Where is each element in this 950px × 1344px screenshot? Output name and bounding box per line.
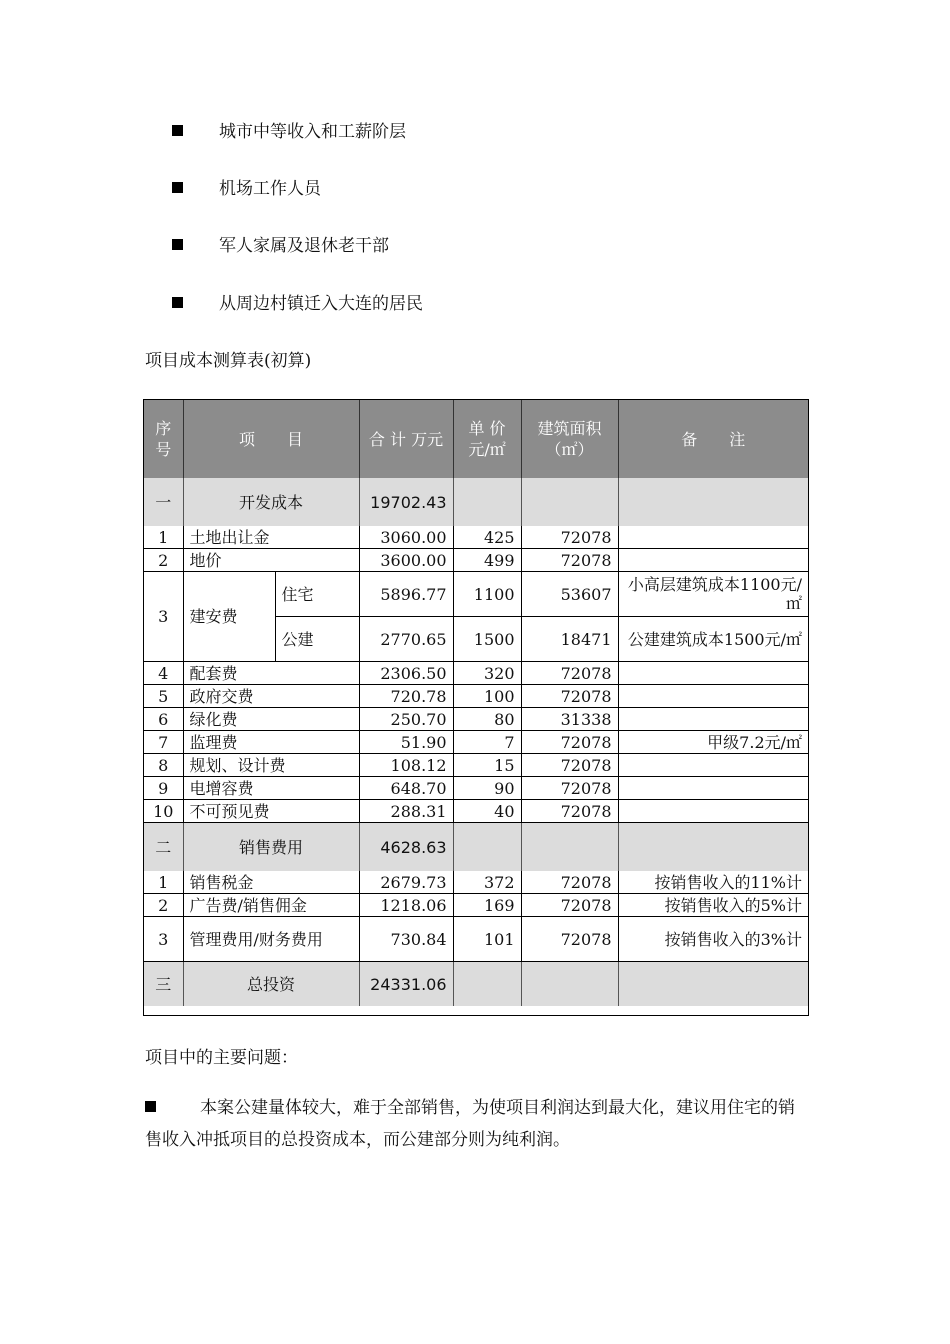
section-amount: 4628.63 (359, 823, 453, 872)
problem-text: 本案公建量体较大，难于全部销售，为使项目利润达到最大化，建议用住宅的销售收入冲抵项目的总投资成本，而公建部分则为纯利润。 (145, 1098, 795, 1150)
row-total: 51.90 (359, 731, 453, 754)
table-row (144, 662, 808, 685)
square-bullet-icon (172, 182, 183, 193)
row-name: 绿化费 (183, 708, 359, 731)
row-total: 2679.73 (359, 871, 453, 894)
row-name: 土地出让金 (183, 526, 359, 549)
row-total: 108.12 (359, 754, 453, 777)
table-row (144, 685, 808, 708)
section-no: 一 (144, 478, 183, 526)
row-area: 72078 (521, 894, 618, 917)
cost-table-frame (143, 399, 809, 1016)
row-no: 9 (144, 777, 183, 800)
row-area: 72078 (521, 754, 618, 777)
square-bullet-icon (172, 239, 183, 250)
table-row (144, 917, 808, 962)
row-no: 2 (144, 894, 183, 917)
row-name: 地价 (183, 549, 359, 572)
bullet-item (172, 174, 321, 199)
section-row (144, 823, 808, 872)
row-area: 31338 (521, 708, 618, 731)
row-total: 730.84 (359, 917, 453, 962)
row-no: 3 (144, 917, 183, 962)
cost-table (144, 400, 808, 1006)
row-price: 80 (453, 708, 521, 731)
square-bullet-icon (172, 125, 183, 136)
row-name: 不可预见费 (183, 800, 359, 823)
table-row (144, 526, 808, 549)
bullet-item (172, 117, 406, 142)
row-name: 管理费用/财务费用 (183, 917, 359, 962)
row-no: 5 (144, 685, 183, 708)
row-area: 72078 (521, 685, 618, 708)
section-no: 二 (144, 823, 183, 872)
row-price: 320 (453, 662, 521, 685)
table-row (144, 708, 808, 731)
table-title: 项目成本测算表(初算) (145, 351, 312, 371)
row-price: 40 (453, 800, 521, 823)
bullet-text: 城市中等收入和工薪阶层 (219, 122, 406, 142)
row-name: 建安费 (183, 572, 275, 662)
row-note (618, 800, 808, 823)
row-price: 15 (453, 754, 521, 777)
section-title: 总投资 (183, 962, 359, 1007)
square-bullet-icon (172, 297, 183, 308)
row-no: 8 (144, 754, 183, 777)
row-no: 1 (144, 871, 183, 894)
table-row (144, 754, 808, 777)
row-no: 6 (144, 708, 183, 731)
table-row (144, 777, 808, 800)
table-row (144, 549, 808, 572)
row-area: 72078 (521, 731, 618, 754)
row-no: 3 (144, 572, 183, 662)
table-row (144, 572, 808, 617)
bullet-text: 军人家属及退休老干部 (219, 236, 389, 256)
row-no: 7 (144, 731, 183, 754)
row-note: 按销售收入的11%计 (618, 871, 808, 894)
row-note (618, 526, 808, 549)
table-header-row (144, 400, 808, 478)
header-item: 项 目 (183, 400, 359, 478)
row-total: 250.70 (359, 708, 453, 731)
header-no: 序号 (144, 400, 183, 478)
header-total: 合 计 万元 (359, 400, 453, 478)
row-no: 10 (144, 800, 183, 823)
bullet-text: 从周边村镇迁入大连的居民 (219, 294, 423, 314)
row-price: 1100 (453, 572, 521, 617)
row-area: 72078 (521, 549, 618, 572)
section-row (144, 478, 808, 526)
table-row (144, 800, 808, 823)
section-title: 销售费用 (183, 823, 359, 872)
row-area: 53607 (521, 572, 618, 617)
row-price: 7 (453, 731, 521, 754)
row-note: 按销售收入的3%计 (618, 917, 808, 962)
row-price: 425 (453, 526, 521, 549)
row-total: 2770.65 (359, 617, 453, 662)
table-row (144, 871, 808, 894)
section-amount: 19702.43 (359, 478, 453, 526)
row-price: 1500 (453, 617, 521, 662)
row-note (618, 549, 808, 572)
row-total: 648.70 (359, 777, 453, 800)
row-price: 101 (453, 917, 521, 962)
row-name: 广告费/销售佣金 (183, 894, 359, 917)
row-price: 100 (453, 685, 521, 708)
row-subname: 公建 (275, 617, 359, 662)
row-note: 按销售收入的5%计 (618, 894, 808, 917)
row-price: 372 (453, 871, 521, 894)
bullet-item (172, 289, 423, 314)
problems-title: 项目中的主要问题： (145, 1048, 298, 1068)
header-note: 备 注 (618, 400, 808, 478)
problem-paragraph (145, 1092, 805, 1156)
row-price: 499 (453, 549, 521, 572)
row-name: 销售税金 (183, 871, 359, 894)
section-amount: 24331.06 (359, 962, 453, 1007)
row-note (618, 708, 808, 731)
row-total: 1218.06 (359, 894, 453, 917)
row-note (618, 754, 808, 777)
row-area: 72078 (521, 871, 618, 894)
row-no: 4 (144, 662, 183, 685)
bullet-item (172, 231, 389, 256)
row-area: 72078 (521, 526, 618, 549)
row-total: 5896.77 (359, 572, 453, 617)
row-subname: 住宅 (275, 572, 359, 617)
row-total: 2306.50 (359, 662, 453, 685)
table-row (144, 894, 808, 917)
row-area: 18471 (521, 617, 618, 662)
bullet-text: 机场工作人员 (219, 179, 321, 199)
row-area: 72078 (521, 777, 618, 800)
row-total: 3060.00 (359, 526, 453, 549)
row-note: 小高层建筑成本1100元/㎡ (618, 572, 808, 617)
row-note (618, 662, 808, 685)
row-name: 电增容费 (183, 777, 359, 800)
row-note (618, 777, 808, 800)
row-name: 配套费 (183, 662, 359, 685)
total-row (144, 962, 808, 1007)
row-total: 720.78 (359, 685, 453, 708)
row-total: 3600.00 (359, 549, 453, 572)
table-row (144, 731, 808, 754)
header-area: 建筑面积 （㎡） (521, 400, 618, 478)
row-total: 288.31 (359, 800, 453, 823)
section-no: 三 (144, 962, 183, 1007)
row-area: 72078 (521, 800, 618, 823)
row-area: 72078 (521, 662, 618, 685)
row-note: 甲级7.2元/㎡ (618, 731, 808, 754)
row-note (618, 685, 808, 708)
row-name: 规划、设计费 (183, 754, 359, 777)
row-no: 1 (144, 526, 183, 549)
row-name: 监理费 (183, 731, 359, 754)
row-no: 2 (144, 549, 183, 572)
row-note: 公建建筑成本1500元/㎡ (618, 617, 808, 662)
row-price: 90 (453, 777, 521, 800)
section-title: 开发成本 (183, 478, 359, 526)
header-unit-price: 单 价 元/㎡ (453, 400, 521, 478)
row-name: 政府交费 (183, 685, 359, 708)
square-bullet-icon (145, 1101, 156, 1112)
row-price: 169 (453, 894, 521, 917)
row-area: 72078 (521, 917, 618, 962)
